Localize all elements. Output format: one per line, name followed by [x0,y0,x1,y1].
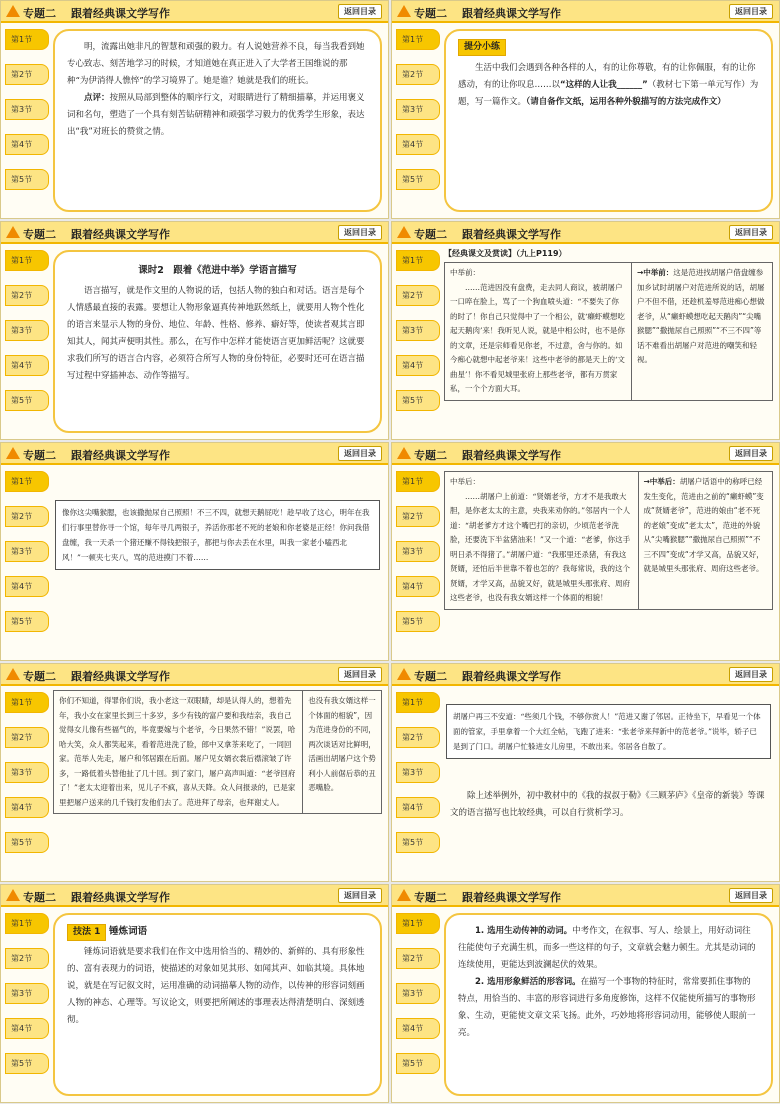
section-title: 跟着经典课文学写作 [71,449,170,462]
tip-1-text: 中考作文，在叙事、写人、绘景上，用好动词往往能使句子充满生机，而多一些这样的句子，文章就会魅力顿生。尤其是动词的连续使用，更能达到波澜起伏的效果。 [458,926,756,970]
nav-item-5[interactable]: 第5节 [396,390,440,411]
comment-paragraph [67,90,368,141]
slide-4 [391,221,780,440]
section-nav [5,692,49,867]
tip-1-label: 1. 选用生动传神的动词。 [475,926,573,936]
topic-label: 专题二 [23,449,56,462]
nav-item-5[interactable]: 第5节 [396,611,440,632]
back-to-contents-button[interactable]: 返回目录 [338,4,382,19]
excerpt-text: 像你这尖嘴猴腮，也该撒抛尿自己照照！不三不四，就想天鹅屁吃！趁早收了这心，明年在我们行事里替你寻一个馆，每年寻几两银子，养活你那老不死的老娘和你老婆是正经！你问我借盘缠，我一天杀一个猪还赚不得钱把银子，都把与你去丢在水里，叫我一家老小嗑西北风！”一顿夹七夹八，骂的范进摸门不着…… [62,508,370,562]
topic-label: 专题二 [23,7,56,20]
slide-header [392,664,779,686]
slide-header [1,664,388,686]
excerpt-label: 中举后： [450,477,480,486]
slide-header [1,1,388,23]
nav-item-5[interactable]: 第5节 [5,169,49,190]
slide-header [392,222,779,244]
essay-text: 明，流露出她非凡的智慧和顽强的毅力。有人说她营养不良，每当我看到她专心致志、刻苦地学习的时候，才知道她在真正进入了大学者王国维说的那种“为伊消得人憔悴”的学习境界了。她是谁？她就是我们的班长。 [67,42,365,86]
content-panel [444,29,773,212]
topic-label: 专题二 [23,228,56,241]
nav-item-5[interactable]: 第5节 [396,169,440,190]
content-area [444,471,773,654]
analysis-text: 也没有我女婿这样一个体面的相貌”，因为范进身份的不同，两次谈话对比鲜明，活画出胡屠户这个势利小人前倨后恭的丑恶嘴脸。 [308,696,376,792]
nav-item-3[interactable]: 第3节 [5,762,49,783]
slide-header [1,222,388,244]
excerpt-cell [445,263,632,401]
nav-item-4[interactable]: 第4节 [396,1018,440,1039]
section-title: 跟着经典课文学写作 [462,449,561,462]
slide-8 [391,663,780,882]
slide-3 [0,221,389,440]
topic-label: 专题二 [414,7,447,20]
nav-item-1[interactable]: 第1节 [5,913,49,934]
triangle-icon [397,226,411,238]
nav-item-2[interactable]: 第2节 [5,506,49,527]
slide-1 [0,0,389,219]
comment-label: 点评： [84,93,110,103]
excerpt-cell [54,691,303,814]
nav-item-4[interactable]: 第4节 [396,134,440,155]
slide-header [392,885,779,907]
content-panel [53,29,382,212]
nav-item-3[interactable]: 第3节 [396,99,440,120]
back-to-contents-button[interactable]: 返回目录 [729,446,773,461]
nav-item-1[interactable]: 第1节 [5,250,49,271]
excerpt-text: ……范进因没有盘费，走去同人商议，被胡屠户一口啐在脸上，骂了一个狗血喷头道：“不要失了你的时了！你自己只觉得中了一个相公，就‘癞虾蟆想吃起天鹅肉’来！我听见人说，就是中相公时，也不是你的文章，还是宗师看见你老，不过意，舍与你的。如今痴心就想中起老爷来！这些中老爷的都是天上的‘文曲星’！你不看见城里张府上那些老爷，都有万贯家私，一个个方面大耳。 [450,282,625,393]
section-nav [396,692,440,867]
nav-item-3[interactable]: 第3节 [396,762,440,783]
topic-label: 专题二 [414,891,447,904]
back-to-contents-button[interactable]: 返回目录 [338,225,382,240]
section-nav [396,250,440,425]
nav-item-3[interactable]: 第3节 [5,983,49,1004]
tip-2-text: 在描写一个事物的特征时，常常要抓住事物的特点，用恰当的、丰富的形容词进行多角度修饰，这样不仅能使所描写的事物形象、生动，更能使文章文采飞扬。此外，巧妙地将形容词动用，能够使人眼前一亮。 [458,977,756,1038]
content-area [444,248,773,433]
comparison-table [53,690,382,814]
practice-source: （教材七下第一单元写作）为题，写一篇作文。 [458,80,759,107]
nav-item-1[interactable]: 第1节 [396,471,440,492]
nav-item-4[interactable]: 第4节 [5,355,49,376]
triangle-icon [397,889,411,901]
classic-header: 【经典课文及赏读】（九上P119） [444,249,567,258]
section-title: 跟着经典课文学写作 [71,228,170,241]
slide-6 [391,442,780,661]
slide-9 [0,884,389,1103]
technique-tag: 技法 1 [67,924,106,941]
triangle-icon [397,5,411,17]
excerpt-box [55,500,380,570]
nav-item-5[interactable]: 第5节 [396,1053,440,1074]
nav-item-4[interactable]: 第4节 [5,1018,49,1039]
tip-paragraph-2 [458,974,759,1042]
nav-item-1[interactable]: 第1节 [396,29,440,50]
topic-label: 专题二 [23,670,56,683]
triangle-icon [397,668,411,680]
slide-5 [0,442,389,661]
nav-item-5[interactable]: 第5节 [5,611,49,632]
triangle-icon [6,5,20,17]
back-to-contents-button[interactable]: 返回目录 [338,888,382,903]
nav-item-1[interactable]: 第1节 [5,471,49,492]
nav-item-4[interactable]: 第4节 [396,576,440,597]
slide-7 [0,663,389,882]
section-title: 跟着经典课文学写作 [71,891,170,904]
nav-item-2[interactable]: 第2节 [396,948,440,969]
lesson-title: 课时2 跟着《范进中举》学语言描写 [138,265,297,276]
practice-intro: 生活中我们会遇到各种各样的人，有的让你尊敬，有的让你佩服，有的让你感动，有的让你叹息……以 [458,63,756,90]
nav-item-2[interactable]: 第2节 [396,727,440,748]
back-to-contents-button[interactable]: 返回目录 [729,888,773,903]
back-to-contents-button[interactable]: 返回目录 [729,4,773,19]
slide-header [392,1,779,23]
nav-item-3[interactable]: 第3节 [396,983,440,1004]
nav-item-2[interactable]: 第2节 [5,285,49,306]
tip-paragraph-1 [458,923,759,974]
slide-10 [391,884,780,1103]
section-nav [396,913,440,1088]
content-panel [53,250,382,433]
nav-item-3[interactable]: 第3节 [5,320,49,341]
topic-label: 专题二 [414,228,447,241]
nav-item-4[interactable]: 第4节 [396,797,440,818]
nav-item-2[interactable]: 第2节 [5,64,49,85]
excerpt-text: 胡屠户再三不安道：“些须几个钱，不够你赏人！”范进又谢了邻居。正待坐下，早看见一个体面的管家，手里拿着一个大红全帖，飞跑了进来：“张老爷来拜新中的范老爷。”说毕，轿子已是到了门口。胡屠户忙躲进女儿房里，不敢出来。邻居各自散了。 [453,712,761,751]
triangle-icon [6,668,20,680]
section-nav [5,471,49,646]
practice-requirement: （请自备作文纸，运用各种外貌描写的方法完成作文） [526,97,726,107]
section-nav [5,29,49,204]
comment-text: 按照从局部到整体的顺序行文，对眼睛进行了精细描摹，并运用褒义词和名句，塑造了一个具有刻苦钻研精神和顽强学习毅力的优秀学生形象，表达出“我”对班长的赞赏之情。 [67,93,365,137]
topic-label: 专题二 [414,449,447,462]
technique-text: 锤炼词语就是要求我们在作文中选用恰当的、精妙的、新鲜的、具有形象性的、富有表现力的词语，使描述的对象如见其形、如闻其声、如临其境。具体地说，就是在写记叙文时，运用准确的动词描摹人物的动作，以传神的形容词刻画人物的神态、心理等。写议论文，则要把所阐述的事理表达得清楚明白、深刻透彻。 [67,947,365,1025]
back-to-contents-button[interactable]: 返回目录 [729,225,773,240]
excerpt-box [446,704,771,759]
nav-item-1[interactable]: 第1节 [396,692,440,713]
analysis-cell [638,472,772,610]
nav-item-2[interactable]: 第2节 [396,64,440,85]
nav-item-1[interactable]: 第1节 [396,250,440,271]
nav-item-2[interactable]: 第2节 [396,285,440,306]
analysis-cell [631,263,772,401]
section-title: 跟着经典课文学写作 [462,670,561,683]
further-reading-text: 除上述举例外，初中教材中的《我的叔叔于勒》《三顾茅庐》《皇帝的新装》等课文的语言描写也比较经典，可以自行赏析学习。 [450,791,765,818]
section-nav [396,471,440,646]
section-title: 跟着经典课文学写作 [71,670,170,683]
nav-item-5[interactable]: 第5节 [5,832,49,853]
section-nav [5,250,49,425]
nav-item-2[interactable]: 第2节 [396,506,440,527]
nav-item-3[interactable]: 第3节 [396,320,440,341]
tip-2-label: 2. 选用形象鲜活的形容词。 [475,977,581,987]
topic-label: 专题二 [414,670,447,683]
nav-item-4[interactable]: 第4节 [5,576,49,597]
nav-item-3[interactable]: 第3节 [396,541,440,562]
content-panel [444,913,773,1096]
analysis-label: →中举前： [636,268,674,277]
nav-item-5[interactable]: 第5节 [5,390,49,411]
nav-item-5[interactable]: 第5节 [5,1053,49,1074]
content-panel [53,913,382,1096]
triangle-icon [6,889,20,901]
practice-tag: 提分小练 [458,39,506,56]
section-nav [5,913,49,1088]
triangle-icon [397,447,411,459]
essay-prompt: “这样的人让我______” [560,80,648,90]
excerpt-text: ……胡屠户上前道：“贤婿老爷，方才不是我敢大胆，是你老太太的主意，央我来劝你的。”邻居内一个人道：“胡老爹方才这个嘴巴打的亲切，少顷范老爷洗脸，还要洗下半盆猪油来！”又一个道：“老爹，你这手明日杀不得猪了。”胡屠户道：“我那里还杀猪，有我这贤婿，还怕后半世靠不着也怎的？我每常说，我的这个贤婿，才学又高，品貌又好，就是城里头那张府、周府这些老爷，也没有我女婿这样一个体面的相貌！ [450,491,631,602]
excerpt-text: 你们不知道，得罪你们说，我小老这一双眼睛，却是认得人的，想着先年，我小女在家里长到三十多岁，多少有钱的富户要和我结亲，我自己觉得女儿像有些福气的，毕竟要嫁与个老爷，今日果然不错！”说罢，哈哈大笑，众人都笑起来，看着范进洗了脸，郎中又拿茶来吃了，一同回家。范举人先走，屠户和邻居跟在后面。屠户见女婿衣裳后襟滚皱了许多，一路低着头替他扯了几十回。到了家门，屠户高声叫道：“老爷回府了！”老太太迎着出来，见儿子不疯，喜从天降。众人问报录的，已是家里把屠户送来的几千钱打发他们去了。范进拜了母亲，也拜谢丈人。 [59,696,296,807]
practice-text [458,60,759,111]
back-to-contents-button[interactable]: 返回目录 [729,667,773,682]
section-nav [396,29,440,204]
nav-item-3[interactable]: 第3节 [5,541,49,562]
nav-item-1[interactable]: 第1节 [396,913,440,934]
topic-label: 专题二 [23,891,56,904]
section-title: 跟着经典课文学写作 [462,7,561,20]
slide-header [1,885,388,907]
analysis-text: 胡屠户话语中的称呼已经发生变化，范进由之前的“癞虾蟆”变成“贤婿老爷”，范进的娘由“老不死的老娘”变成“老太太”，范进的外貌从“尖嘴猴腮”“撒抛尿自己照照”“不三不四”变成“才学又高，品貌又好，就是城里头那张府、周府这些老爷。 [643,477,764,573]
excerpt-cell [445,472,639,610]
back-to-contents-button[interactable]: 返回目录 [338,667,382,682]
excerpt-label: 中举前： [450,268,480,277]
back-to-contents-button[interactable]: 返回目录 [338,446,382,461]
section-title: 跟着经典课文学写作 [71,7,170,20]
analysis-text: 这是范进找胡屠户借盘缠参加乡试时胡屠户对范进所说的话，胡屠户不但不借，还趁机羞辱范进痴心想做老爷，从“癞虾蟆想吃起天鹅肉”“尖嘴猴腮”“撒抛尿自己照照”“不三不四”等话不难看出胡屠户对范进的嘲笑和轻视。 [636,268,765,364]
slide-header [1,443,388,465]
nav-item-5[interactable]: 第5节 [396,832,440,853]
nav-item-1[interactable]: 第1节 [5,29,49,50]
triangle-icon [6,226,20,238]
slide-header [392,443,779,465]
section-title: 跟着经典课文学写作 [462,891,561,904]
analysis-label: →中举后： [643,477,680,486]
section-title: 跟着经典课文学写作 [462,228,561,241]
nav-item-1[interactable]: 第1节 [5,692,49,713]
comparison-table [444,471,773,610]
triangle-icon [6,447,20,459]
analysis-cell [303,691,382,814]
nav-item-4[interactable]: 第4节 [5,134,49,155]
lesson-text: 语言描写，就是作文里的人物说的话，包括人物的独白和对话。语言是每个人情感最直接的表露。要想让人物形象逼真传神地跃然纸上，就要用人物个性化的语言来显示人物的身份、地位、年龄、性格、修养、癖好等，使读者观其言即知其人，闻其声便明其性。那么，在写作中怎样才能使语言更加鲜活呢？这就要求我们所写的语言合内容，必须符合所写人物的身份特征，必要时还可在语言描写过程中穿插神态、动作等描写。 [67,286,365,381]
content-area [53,690,382,875]
nav-item-3[interactable]: 第3节 [5,99,49,120]
slide-2 [391,0,780,219]
nav-item-2[interactable]: 第2节 [5,948,49,969]
nav-item-4[interactable]: 第4节 [396,355,440,376]
technique-heading: 锤炼词语 [109,926,148,937]
comparison-table [444,262,773,401]
nav-item-4[interactable]: 第4节 [5,797,49,818]
nav-item-2[interactable]: 第2节 [5,727,49,748]
